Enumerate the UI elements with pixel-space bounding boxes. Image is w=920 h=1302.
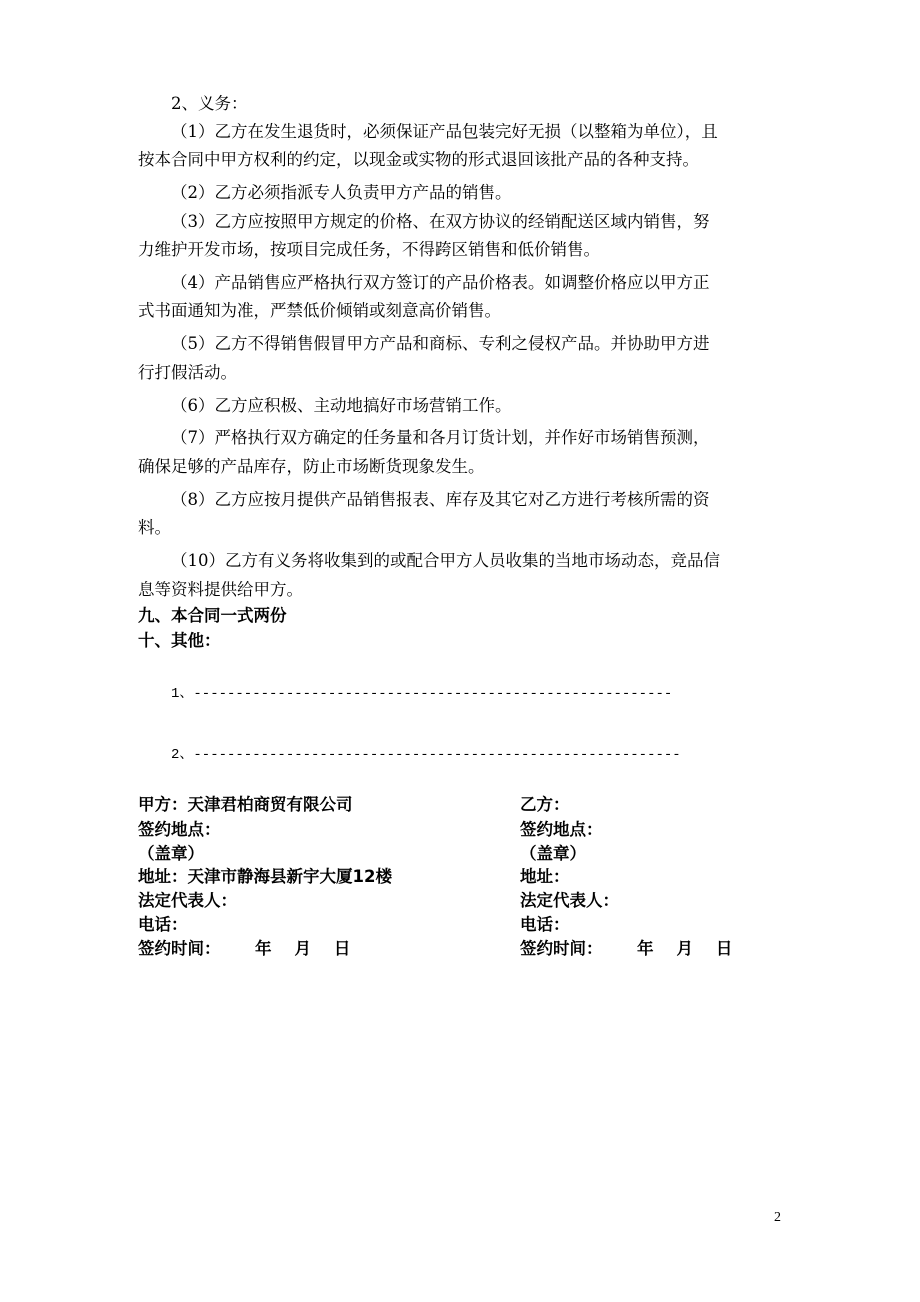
clause-line: 息等资料提供给甲方。 <box>138 580 303 599</box>
clause-line: 行打假活动。 <box>138 363 237 382</box>
section-10-heading: 十、其他： <box>138 631 221 650</box>
party-a-seal: （盖章） <box>138 844 204 863</box>
party-a-place: 签约地点： <box>138 820 221 839</box>
party-b-seal: （盖章） <box>520 844 586 863</box>
party-a-name: 甲方：天津君柏商贸有限公司 <box>138 795 353 814</box>
obligations-heading: 2、义务： <box>171 94 248 113</box>
clause-line: （7）严格执行双方确定的任务量和各月订货计划，并作好市场销售预测， <box>171 428 710 447</box>
clause-line: （8）乙方应按月提供产品销售报表、库存及其它对乙方进行考核所需的资 <box>171 490 710 509</box>
clause-line: （6）乙方应积极、主动地搞好市场营销工作。 <box>171 396 512 415</box>
clause-line: 确保足够的产品库存，防止市场断货现象发生。 <box>138 457 485 476</box>
party-b-name: 乙方： <box>520 795 570 814</box>
clause-line: 料。 <box>138 518 171 537</box>
clause-line: 式书面通知为准，严禁低价倾销或刻意高价销售。 <box>138 301 501 320</box>
other-item-2: 2、---------------------------------------------------------- <box>171 747 681 763</box>
clause-line: （10）乙方有义务将收集到的或配合甲方人员收集的当地市场动态，竞品信 <box>171 551 720 570</box>
party-a-date: 签约时间： 年 月 日 <box>138 939 351 958</box>
clause-line: （1）乙方在发生退货时，必须保证产品包装完好无损（以整箱为单位），且 <box>171 122 718 141</box>
party-a-phone: 电话： <box>138 915 188 934</box>
section-9-heading: 九、本合同一式两份 <box>138 606 287 625</box>
clause-line: （2）乙方必须指派专人负责甲方产品的销售。 <box>171 183 512 202</box>
clause-line: （4）产品销售应严格执行双方签订的产品价格表。如调整价格应以甲方正 <box>171 273 710 292</box>
party-a-address: 地址：天津市静海县新宇大厦12楼 <box>138 867 392 886</box>
party-b-address: 地址： <box>520 867 570 886</box>
party-b-representative: 法定代表人： <box>520 891 619 910</box>
other-item-1: 1、--------------------------------------------------------- <box>171 686 673 702</box>
clause-line: 力维护开发市场，按项目完成任务，不得跨区销售和低价销售。 <box>138 240 600 259</box>
party-a-representative: 法定代表人： <box>138 891 237 910</box>
party-b-phone: 电话： <box>520 915 570 934</box>
clause-line: 按本合同中甲方权利的约定，以现金或实物的形式退回该批产品的各种支持。 <box>138 150 699 169</box>
party-b-date: 签约时间： 年 月 日 <box>520 939 733 958</box>
party-b-place: 签约地点： <box>520 820 603 839</box>
page-number: 2 <box>774 1210 781 1225</box>
clause-line: （3）乙方应按照甲方规定的价格、在双方协议的经销配送区域内销售，努 <box>171 212 710 231</box>
clause-line: （5）乙方不得销售假冒甲方产品和商标、专利之侵权产品。并协助甲方进 <box>171 334 710 353</box>
